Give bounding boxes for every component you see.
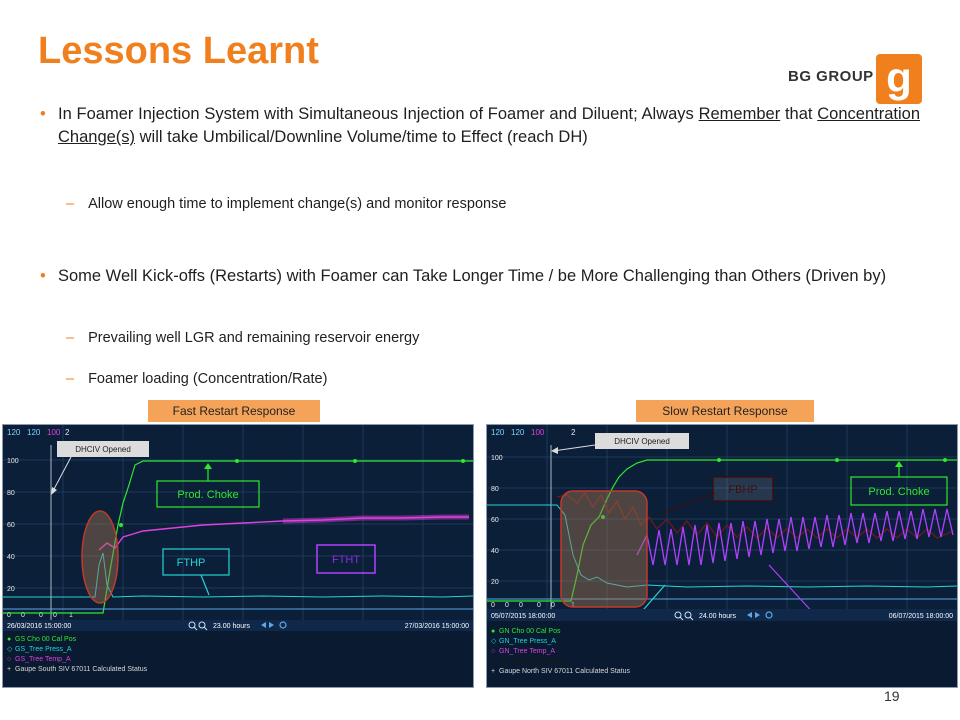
legend-marker: ○ <box>491 648 496 655</box>
y-tick: 40 <box>491 548 499 555</box>
legend-marker: ● <box>491 628 496 635</box>
sub-bullet-allow-time <box>66 196 506 212</box>
span-label: 24.00 hours <box>699 613 736 620</box>
restart-highlight-box <box>561 491 647 607</box>
y-tick: 40 <box>7 554 15 561</box>
logo-mark-letter: g <box>886 54 912 101</box>
x-zero-tick: 1 <box>571 602 575 609</box>
legend-marker: + <box>7 666 12 673</box>
bullet-foamer-injection <box>40 103 920 149</box>
sub-bullet-foamer-loading <box>66 371 327 387</box>
bullet-text: Some Well Kick-offs (Restarts) with Foamer can Take Longer Time / be More Challenging than Others (Driven by) <box>58 267 887 285</box>
page-number: 19 <box>884 688 900 704</box>
y-tick: 80 <box>7 490 15 497</box>
end-time-label: 27/03/2016 15:00:00 <box>404 623 469 630</box>
logo-g-icon <box>876 54 922 104</box>
top-scale-label: 120 <box>27 428 41 437</box>
bullet-text-part: that <box>780 105 818 123</box>
sub-bullet-text: Foamer loading (Concentration/Rate) <box>88 371 328 387</box>
fast-restart-trend-panel <box>2 424 474 688</box>
top-scale-label: 120 <box>551 428 565 437</box>
x-zero-tick: 0 <box>21 612 25 619</box>
sub-bullet-lgr <box>66 330 419 346</box>
y-tick: 0 <box>491 602 495 609</box>
top-scale-labels <box>491 428 576 437</box>
slow-restart-trend-svg <box>487 425 957 687</box>
legend-item: GN_Tree Temp_A <box>499 648 556 655</box>
sub-bullet-dash: – <box>66 371 75 387</box>
top-scale-label: 120 <box>7 428 21 437</box>
bullet-text-part: will take Umbilical/Downline Volume/time to Effect (reach DH) <box>135 128 588 146</box>
x-zero-tick: 0 <box>39 612 43 619</box>
bullet-dot: • <box>40 267 46 285</box>
slide-title: Lessons Learnt <box>38 30 319 72</box>
legend-item: GS_Tree Press_A <box>15 646 72 653</box>
bullet-text-part: In Foamer Injection System with Simultaneous Injection of Foamer and Diluent; Always <box>58 105 699 123</box>
legend-marker: ◇ <box>491 638 497 645</box>
legend-item: GS_Tree Temp_A <box>15 656 71 663</box>
legend-marker: ◇ <box>7 646 13 653</box>
x-zero-tick: 0 <box>537 602 541 609</box>
bullet-text <box>58 103 920 149</box>
fbhp-callout-label: FBHP <box>728 484 758 496</box>
logo-text: BG GROUP <box>788 68 874 85</box>
legend-marker: ▲ <box>491 658 498 665</box>
x-zero-tick: 1 <box>69 612 73 619</box>
legend-item: Gaupe South SIV 67011 Calculated Status <box>15 666 148 673</box>
sub-bullet-text: Prevailing well LGR and remaining reservoir energy <box>88 330 420 346</box>
bullet-well-kickoffs <box>40 265 920 288</box>
bullet-text-underlined: Remember <box>698 105 781 123</box>
slow-restart-heading: Slow Restart Response <box>636 400 814 422</box>
fthp-callout-label: FTHP <box>176 557 206 569</box>
prod-choke-callout-label: Prod. Choke <box>177 489 239 501</box>
y-tick: 20 <box>491 579 499 586</box>
y-tick: 60 <box>7 522 15 529</box>
start-time-label: 26/03/2016 15:00:00 <box>7 623 72 630</box>
top-scale-label: 120 <box>491 428 505 437</box>
y-tick: 100 <box>491 455 503 462</box>
legend-marker: ○ <box>7 656 12 663</box>
x-zero-tick: 0 <box>53 612 57 619</box>
fast-restart-trend-svg <box>3 425 473 687</box>
legend-item: GN Downhole Press C <box>499 658 570 665</box>
restart-highlight-ellipse <box>82 511 118 603</box>
dhciv-annotation-text: DHCIV Opened <box>614 437 670 446</box>
x-zero-tick: 0 <box>505 602 509 609</box>
prod-choke-callout-label: Prod. Choke <box>868 486 930 498</box>
start-time-label: 05/07/2015 18:00:00 <box>491 613 556 620</box>
legend-marker: + <box>491 668 496 675</box>
top-scale-label: 100 <box>531 428 545 437</box>
bullet-text-underlined: Concentration Change(s) <box>58 105 920 146</box>
span-label: 23.00 hours <box>213 623 250 630</box>
y-tick: 100 <box>7 458 19 465</box>
bullet-dot: • <box>40 105 46 123</box>
slow-restart-trend-panel <box>486 424 958 688</box>
y-tick: 0 <box>7 612 11 619</box>
legend-item: GN_Tree Press_A <box>499 638 556 645</box>
legend-item: Gaupe North SIV 67011 Calculated Status <box>499 668 631 675</box>
top-scale-label: 100 <box>47 428 61 437</box>
ftht-callout-label: FTHT <box>331 554 361 566</box>
sub-bullet-dash: – <box>66 196 75 212</box>
top-scale-label: 2 <box>571 428 576 437</box>
sub-bullet-dash: – <box>66 330 75 346</box>
legend-marker: ● <box>7 636 12 643</box>
top-scale-label: 2 <box>65 428 70 437</box>
bg-group-logo <box>788 46 928 106</box>
y-tick: 80 <box>491 486 499 493</box>
sub-bullet-text: Allow enough time to implement change(s) and monitor response <box>88 196 507 212</box>
top-scale-label: 120 <box>511 428 525 437</box>
legend-item: GS Cho 00 Cal Pos <box>15 636 77 643</box>
x-zero-tick: 0 <box>551 602 555 609</box>
x-zero-tick: 0 <box>519 602 523 609</box>
y-tick: 20 <box>7 586 15 593</box>
fast-restart-heading: Fast Restart Response <box>148 400 320 422</box>
dhciv-annotation-text: DHCIV Opened <box>75 445 131 454</box>
end-time-label: 06/07/2015 18:00:00 <box>888 613 953 620</box>
legend-item: GN Cho 00 Cal Pos <box>499 628 561 635</box>
y-tick: 60 <box>491 517 499 524</box>
